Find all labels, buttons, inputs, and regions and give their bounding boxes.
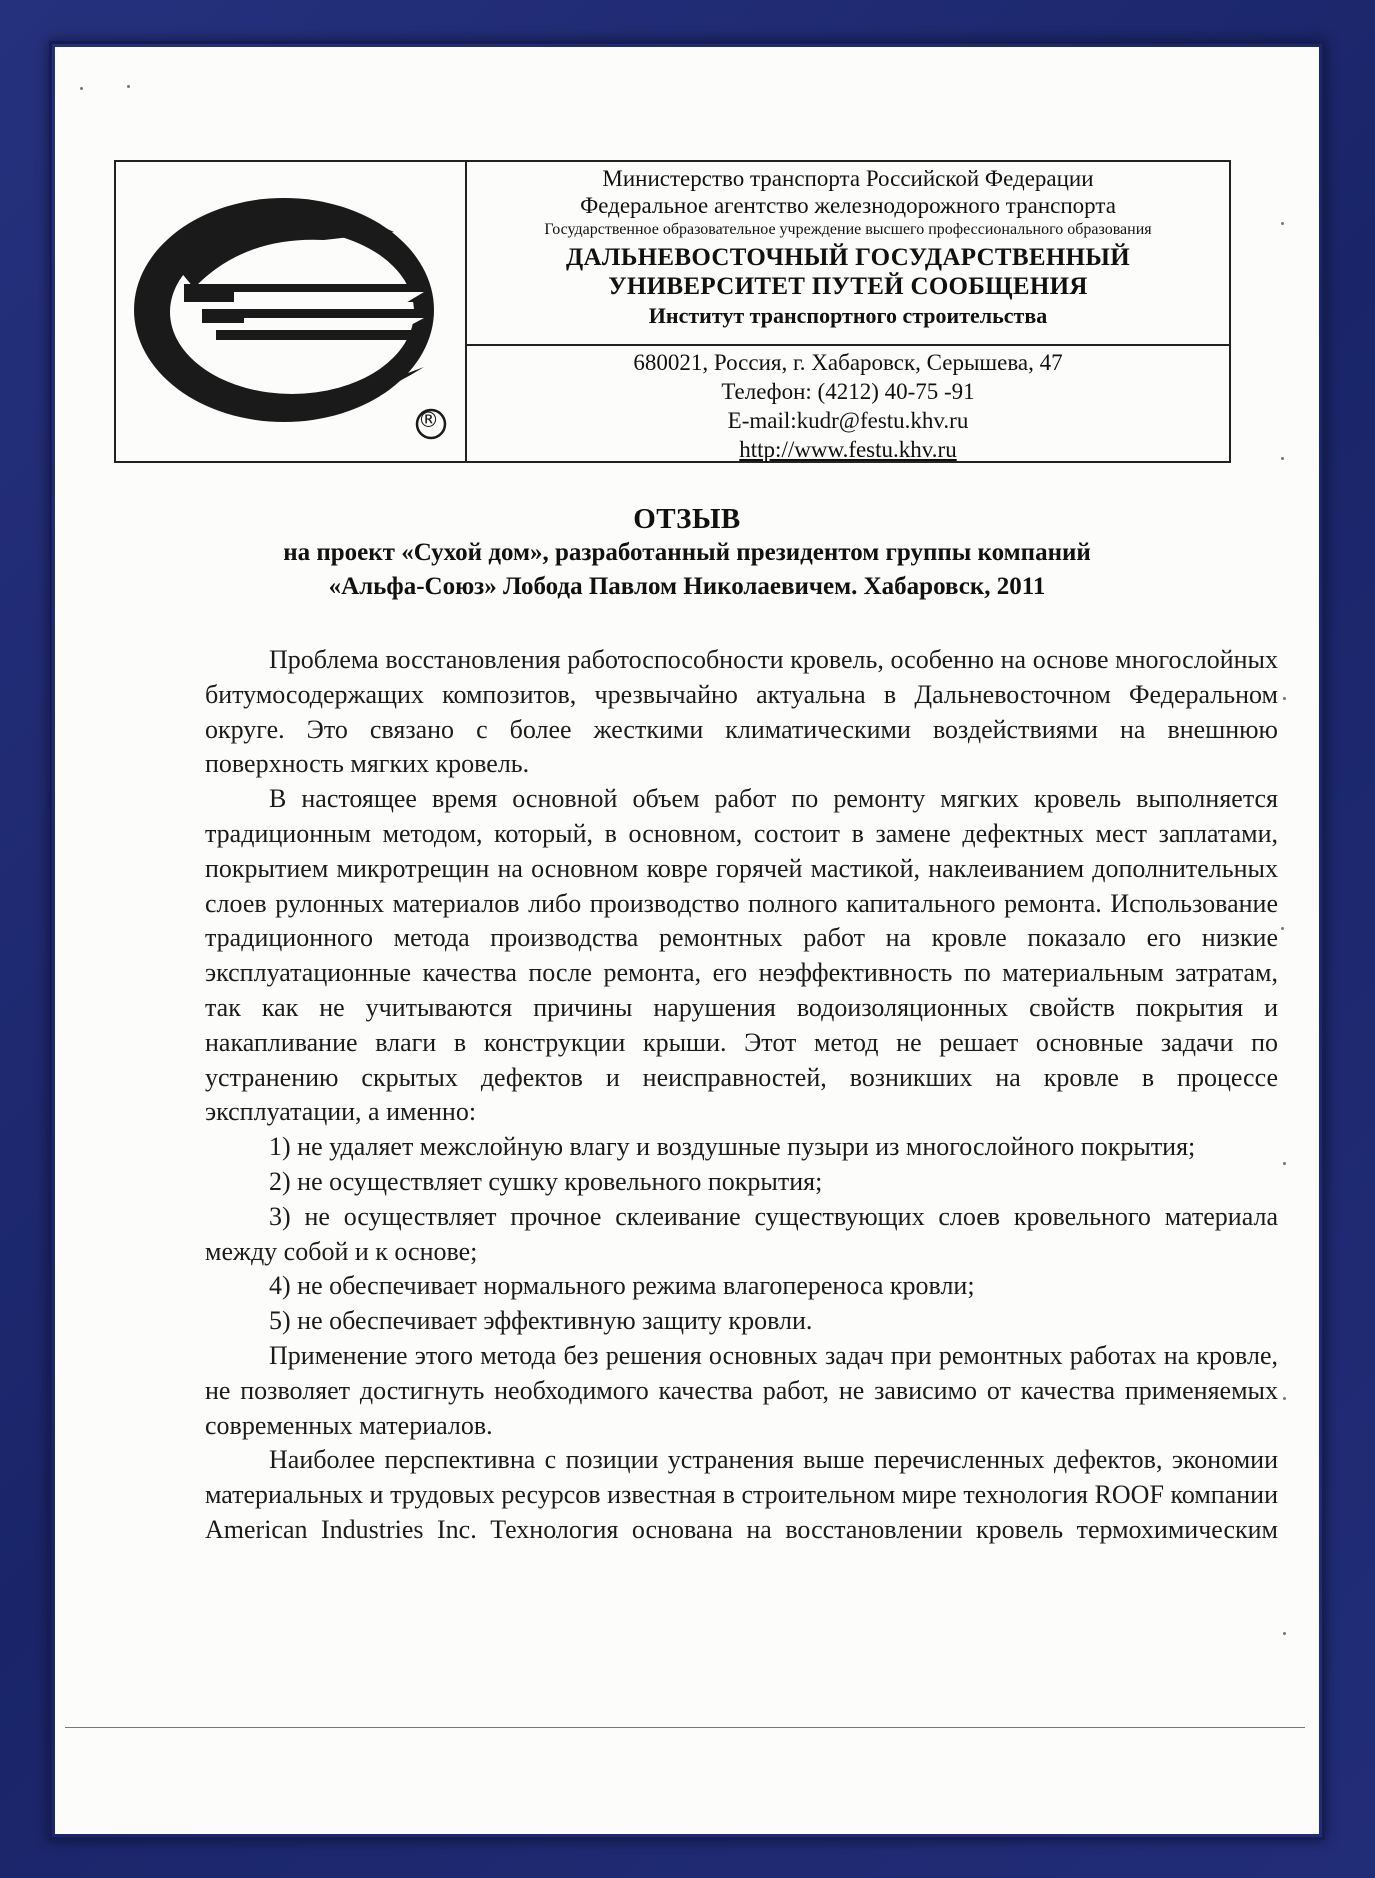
logo-cell (116, 162, 467, 461)
letterhead (114, 160, 1231, 463)
scan-speck (1283, 1162, 1286, 1165)
scan-speck (1283, 1397, 1286, 1400)
registered-mark-icon: ® (418, 408, 439, 432)
scan-speck (127, 85, 130, 88)
document-heading (55, 502, 1319, 604)
footer-divider (65, 1727, 1305, 1728)
institution-info (467, 162, 1229, 346)
scan-speck (1281, 457, 1284, 460)
ministry-name: Министерство транспорта Российской Федерации (602, 166, 1094, 191)
phone: Телефон: (4212) 40-75 -91 (721, 379, 975, 404)
institution-type: Государственное образовательное учреждение высшего профессионального образования (544, 221, 1152, 238)
list-item: 3) не осуществляет прочное склеивание существующих слоев кровельного материала между собой и к основе; (205, 1201, 1278, 1266)
paragraph: Наиболее перспективна с позиции устранения выше перечисленных дефектов, экономии материальных и трудовых ресурсов известная в строительном мире технология ROOF компании American Industries Inc. Технология основана на восстановлении кровель термохимическим (205, 1445, 1278, 1544)
paragraph: Применение этого метода без решения основных задач при ремонтных работах на кровле, не позволяет достигнуть необходимого качества работ, не зависимо от качества применяемых современных материалов. (205, 1340, 1278, 1440)
agency-name: Федеральное агентство железнодорожного транспорта (580, 193, 1116, 218)
institute-name: Институт транспортного строительства (648, 303, 1048, 328)
scan-speck (1283, 1632, 1286, 1635)
document-page (55, 47, 1319, 1834)
list-item: 4) не обеспечивает нормального режима влагопереноса кровли; (269, 1271, 975, 1301)
contact-info (467, 346, 1229, 461)
list-item: 2) не осуществляет сушку кровельного покрытия; (269, 1166, 823, 1196)
list-item: 5) не обеспечивает эффективную защиту кровли. (269, 1306, 813, 1336)
university-logo-icon (124, 192, 459, 442)
university-name-line2: УНИВЕРСИТЕТ ПУТЕЙ СООБЩЕНИЯ (608, 273, 1088, 300)
university-name-line1: ДАЛЬНЕВОСТОЧНЫЙ ГОСУДАРСТВЕННЫЙ (566, 244, 1130, 271)
list-item: 1) не удаляет межслойную влагу и воздушные пузыри из многослойного покрытия; (269, 1132, 1196, 1162)
document-body (205, 643, 1278, 1548)
scan-speck (1281, 927, 1284, 930)
address: 680021, Россия, г. Хабаровск, Серышева, 47 (633, 350, 1063, 375)
paragraph: Проблема восстановления работоспособности кровель, особенно на основе многослойных битумосодержащих композитов, чрезвычайно актуальна в Дальневосточном Федеральном округе. Это связано с более жесткими климатическими воздействиями на внешнюю поверхность мягких кровель. (205, 645, 1278, 779)
email: E-mail:kudr@festu.khv.ru (727, 408, 969, 433)
scan-speck (1281, 222, 1284, 225)
document-subtitle-line2: «Альфа-Союз» Лобода Павлом Николаевичем. Хабаровск, 2011 (328, 573, 1046, 600)
paragraph: В настоящее время основной объем работ по ремонту мягких кровель выполняется традиционным методом, который, в основном, состоит в замене дефектных мест заплатами, покрытием микротрещин на основном ковре горячей мастикой, наклеиванием дополнительных слоев рулонных материалов либо производство полного капитального ремонта. Использование традиционного метода производства ремонтных работ на кровле показало его низкие эксплуатационные качества после ремонта, его неэффективность по материальным затратам, так как не учитываются причины нарушения водоизоляционных свойств покрытия и накапливание влаги в конструкции крыши. Этот метод не решает основные задачи по устранению скрытых дефектов и неисправностей, возникших на кровле в процессе эксплуатации, а именно: (205, 784, 1278, 1127)
document-title: ОТЗЫВ (633, 503, 741, 535)
document-subtitle-line1: на проект «Сухой дом», разработанный президентом группы компаний (283, 539, 1091, 566)
scan-speck (80, 87, 83, 90)
scan-speck (1283, 697, 1286, 700)
website-link[interactable]: http://www.festu.khv.ru (739, 437, 957, 462)
